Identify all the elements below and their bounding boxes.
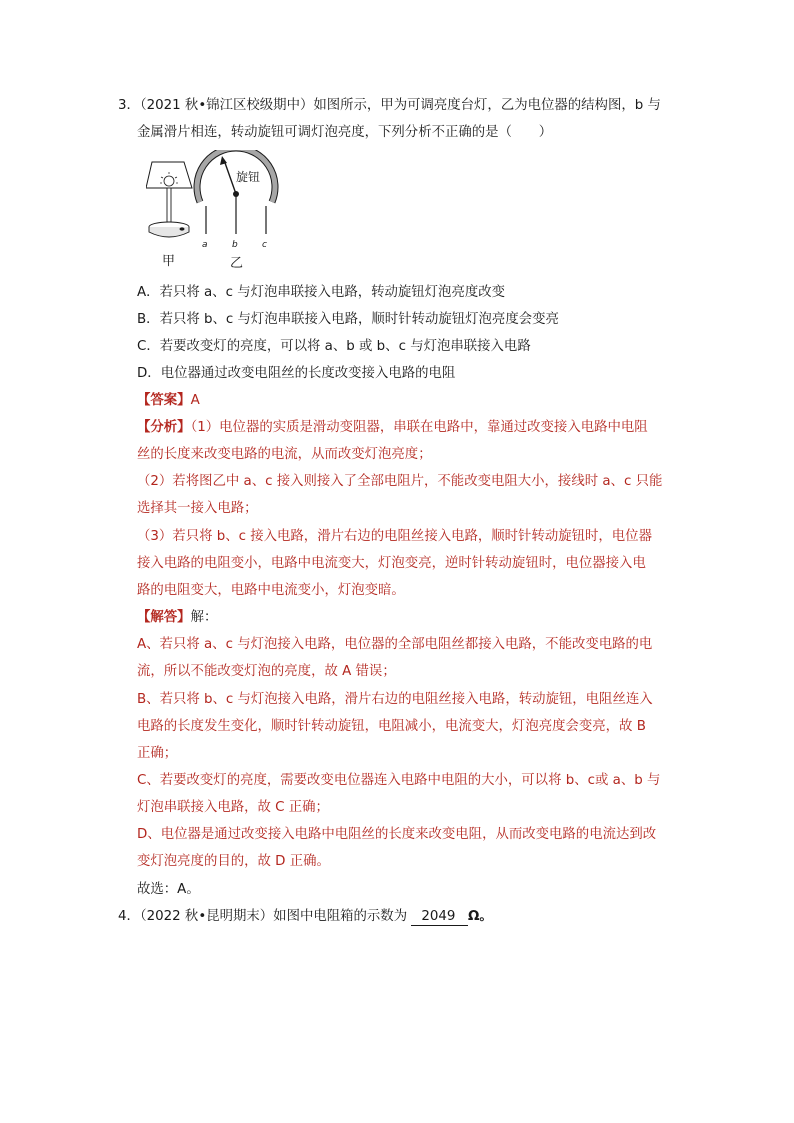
q4-answer-blank [411,909,468,926]
analysis-tag: 【分析】 [137,420,191,435]
q3-solution-line-1: A、若只将 a、c 与灯泡接入电路，电位器的全部电阻丝都接入电路，不能改变电路的电 [137,637,653,652]
q4-unit: Ω。 [467,909,493,924]
answer-tag: 【答案】 [137,393,191,408]
solution-head-text: 解： [190,610,218,625]
q3-analysis-line-1 [137,418,648,438]
q3-figure [146,150,286,272]
wiper-pivot [233,191,239,197]
terminal-b-label: b [232,240,238,250]
q3-option-a: A．若只将 a、c 与灯泡串联接入电路，转动旋钮灯泡亮度改变 [137,285,506,300]
q3-analysis-line-3: （2）若将图乙中 a、c 接入则接入了全部电阻片，不能改变电阻大小，接线时 a、c 只能 [137,474,663,489]
wiper-arm [224,160,236,194]
q4-stem-text: 4．（2022 秋•昆明期末）如图中电阻箱的示数为 [118,909,408,924]
q3-option-c: C．若要改变灯的亮度，可以将 a、b 或 b、c 与灯泡串联接入电路 [137,339,531,354]
q3-stem-line-1: 3．（2021 秋•锦江区校级期中）如图所示，甲为可调亮度台灯，乙为电位器的结构图，b 与 [118,98,661,113]
solution-tag: 【解答】 [137,610,191,625]
q3-solution-line-2: 流，所以不能改变灯泡的亮度，故 A 错误； [137,664,396,679]
q3-solution-head [137,608,217,628]
q3-analysis-line-6: 接入电路的电阻变小，电路中电流变大，灯泡变亮，逆时针转动旋钮时，电位器接入电 [137,556,646,571]
lamp-stem [167,188,171,222]
q3-analysis-line-5: （3）若只将 b、c 接入电路，滑片右边的电阻丝接入电路，顺时针转动旋钮时，电位器 [137,529,652,544]
q4-blank-value: 2049 [421,909,456,924]
q3-conclusion: 故选：A。 [137,882,200,897]
analysis-text-1: （1）电位器的实质是滑动变阻器，串联在电路中，靠通过改变接入电路中电阻 [190,420,648,435]
q3-answer [137,391,200,411]
lamp-bulb [164,176,174,186]
q3-solution-line-9: 变灯泡亮度的目的，故 D 正确。 [137,854,330,869]
q3-stem-line-2: 金属滑片相连，转动旋钮可调灯泡亮度，下列分析不正确的是（ ） [137,125,553,140]
q3-solution-line-5: 正确； [137,746,178,761]
q3-solution-line-4: 电路的长度发生变化，顺时针转动旋钮，电阻减小，电流变大，灯泡亮度会变亮，故 B [137,719,646,734]
q3-analysis-line-7: 路的电阻变大，电路中电流变小，灯泡变暗。 [137,583,405,598]
q3-analysis-line-2: 丝的长度来改变电路的电流，从而改变灯泡亮度； [137,447,432,462]
answer-value: A [190,393,200,408]
q3-analysis-line-4: 选择其一接入电路； [137,501,258,516]
knob-label: 旋钮 [236,170,261,184]
lamp-knob [180,227,185,230]
q3-solution-line-7: 灯泡串联接入电路，故 C 正确； [137,800,329,815]
caption-jia: 甲 [162,254,176,269]
q3-solution-line-3: B、若只将 b、c 与灯泡接入电路，滑片右边的电阻丝接入电路，转动旋钮，电阻丝连入 [137,692,653,707]
q3-solution-line-6: C、若要改变灯的亮度，需要改变电位器连入电路中电阻的大小，可以将 b、c或 a、b 与 [137,773,661,788]
q3-option-b: B．若只将 b、c 与灯泡串联接入电路，顺时针转动旋钮灯泡亮度会变亮 [137,312,559,327]
caption-yi: 乙 [230,256,244,271]
q3-option-d: D．电位器通过改变电阻丝的长度改变接入电路的电阻 [137,366,456,381]
q4-stem [118,907,493,927]
terminal-c-label: c [262,240,267,250]
q3-solution-line-8: D、电位器是通过改变接入电路中电阻丝的长度来改变电阻，从而改变电路的电流达到改 [137,827,657,842]
terminal-a-label: a [202,240,208,250]
